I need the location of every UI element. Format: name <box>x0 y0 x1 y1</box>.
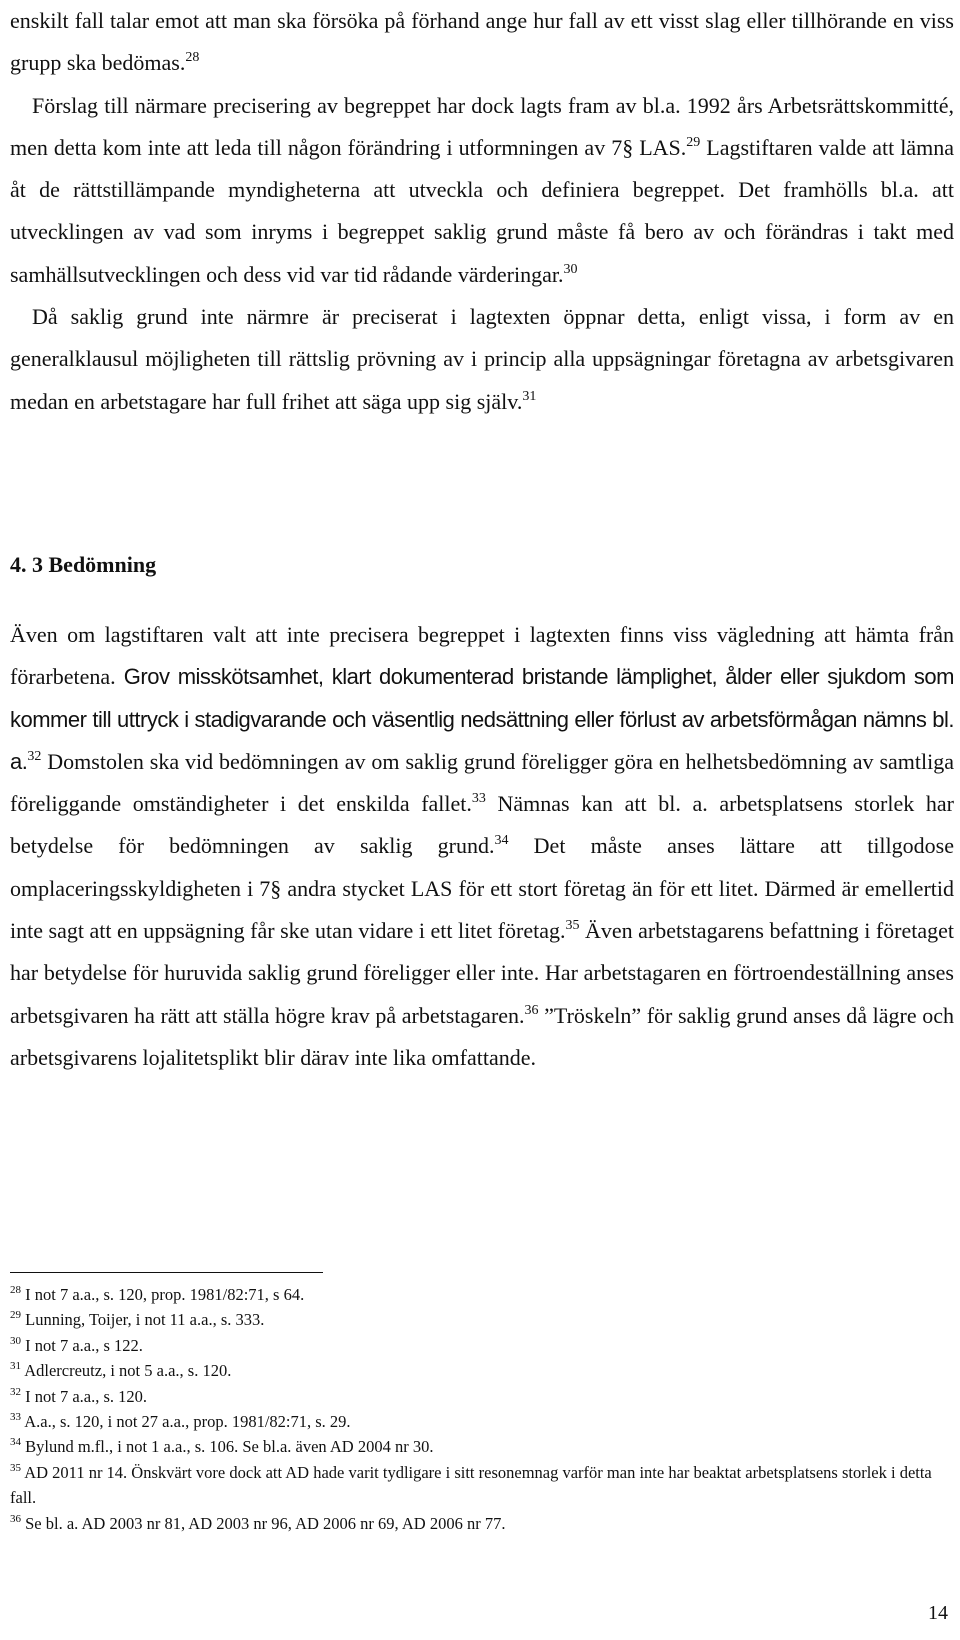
text-segment: Domstolen ska vid bedömningen av om saklig grund föreligger göra en helhetsbedömning av samtliga föreliggande omständigheter i det enskilda fallet. <box>10 748 955 817</box>
footnote-text: AD 2011 nr 14. Önskvärt vore dock att AD hade varit tydligare i sitt resonemnag varför man inte har beaktat arbetsplatsens storlek i detta fall. <box>10 1462 932 1508</box>
footnote-ref-28[interactable]: 28 <box>185 50 200 66</box>
footnote-ref-35[interactable]: 35 <box>565 918 580 934</box>
paragraph-bedomning <box>10 614 954 1079</box>
footnote-number: 35 <box>10 1461 21 1474</box>
footnote <box>10 1282 950 1307</box>
text-segment: ”Tröskeln” för saklig grund anses då lägre och arbetsgivarens lojalitetsplikt blir därav inte lika omfattande. <box>10 1002 955 1070</box>
footnote-ref-36[interactable]: 36 <box>524 1002 539 1018</box>
text-segment: Även om lagstiftaren valt att inte precisera begreppet i lagtexten finns viss vägledning att hämta från förarbetena. <box>10 622 954 690</box>
footnote-number: 36 <box>10 1512 21 1525</box>
text-segment: Nämnas kan att bl. a. arbetsplatsens storlek har betydelse för bedömningen av saklig grund. <box>10 791 954 859</box>
footnote-number: 31 <box>10 1360 21 1373</box>
footnote-number: 33 <box>10 1411 21 1424</box>
text-segment: Det måste anses lättare att tillgodose omplaceringsskyldigheten i 7§ andra stycket LAS för ett stort företag än för ett litet. Därmed är emellertid inte sagt att en uppsägning får ske utan vidare i ett litet företag. <box>10 833 954 944</box>
footnote-number: 30 <box>10 1334 21 1347</box>
footnote-ref-34[interactable]: 34 <box>494 833 509 849</box>
paragraph-text <box>10 85 954 296</box>
footnote <box>10 1511 950 1536</box>
footnote <box>10 1434 950 1459</box>
footnote-text: Bylund m.fl., i not 1 a.a., s. 106. Se bl.a. även AD 2004 nr 30. <box>25 1437 434 1457</box>
footnotes <box>10 1282 950 1536</box>
page-number: 14 <box>928 1602 948 1624</box>
text-segment: Även arbetstagarens befattning i företaget har betydelse för huruvida saklig grund föreligger eller inte. Har arbetstagaren en förtroendeställning anses arbetsgivaren ha rätt att ställa högre krav på arbetstagaren. <box>10 918 955 1028</box>
footnote-text: Se bl. a. AD 2003 nr 81, AD 2003 nr 96, AD 2006 nr 69, AD 2006 nr 77. <box>25 1513 506 1533</box>
footnote-ref-31[interactable]: 31 <box>522 388 537 404</box>
footnote-ref-33[interactable]: 33 <box>471 791 486 807</box>
footnote-number: 32 <box>10 1385 21 1398</box>
paragraph-saklig-grund <box>10 0 954 423</box>
footnote-text: A.a., s. 120, i not 27 a.a., prop. 1981/82:71, s. 29. <box>24 1412 351 1432</box>
footnote-ref-30[interactable]: 30 <box>563 261 578 277</box>
footnote-divider <box>10 1272 323 1273</box>
footnote-number: 29 <box>10 1309 21 1322</box>
paragraph-text <box>10 296 954 423</box>
footnote-text: I not 7 a.a., s. 120. <box>25 1386 148 1406</box>
text-segment: Då saklig grund inte närmre är preciserat i lagtexten öppnar detta, enligt vissa, i form av en generalklausul möjligheten till rättslig prövning av i princip alla uppsägningar företagna av arbetsgivaren medan en arbetstagare har full frihet att säga upp sig själv. <box>10 304 954 414</box>
footnote-text: Adlercreutz, i not 5 a.a., s. 120. <box>24 1361 232 1381</box>
paragraph-text <box>10 0 954 85</box>
footnote <box>10 1333 950 1358</box>
footnote-number: 28 <box>10 1284 21 1296</box>
footnote-text: Lunning, Toijer, i not 11 a.a., s. 333. <box>25 1310 265 1330</box>
footnote <box>10 1460 950 1511</box>
footnote-text: I not 7 a.a., s 122. <box>25 1335 143 1355</box>
text-segment: Lagstiftaren valde att lämna åt de rättstillämpande myndigheterna att utveckla och definiera begreppet. Det framhölls bl.a. att utvecklingen av vad som inryms i begreppet saklig grund måste få bero av och förändras i takt med samhällsutvecklingen och dess vid var tid rådande värderingar. <box>10 134 955 287</box>
footnote-ref-29[interactable]: 29 <box>686 134 701 150</box>
text-segment-sans: Grov misskötsamhet, klart dokumenterad bristande lämplighet, ålder eller sjukdom som kommer till uttryck i stadigvarande och väsentlig nedsättning eller förlust av arbetsförmågan nämns bl. a. <box>10 664 954 774</box>
footnote-text: I not 7 a.a., s. 120, prop. 1981/82:71, s 64. <box>25 1285 305 1304</box>
paragraph-text <box>10 614 954 1079</box>
footnote <box>10 1409 950 1434</box>
footnote <box>10 1384 950 1409</box>
footnote-ref-32[interactable]: 32 <box>27 748 42 764</box>
footnote-number: 34 <box>10 1436 21 1449</box>
text-segment: enskilt fall talar emot att man ska försöka på förhand ange hur fall av ett visst slag eller tillhörande en viss grupp ska bedömas. <box>10 8 954 76</box>
section-heading: 4. 3 Bedömning <box>10 552 157 577</box>
footnote <box>10 1358 950 1383</box>
text-segment: Förslag till närmare precisering av begreppet har dock lagts fram av bl.a. 1992 års Arbetsrättskommitté, men detta kom inte att leda till någon förändring i utformningen av 7§ LAS. <box>10 92 954 160</box>
footnote <box>10 1307 950 1332</box>
